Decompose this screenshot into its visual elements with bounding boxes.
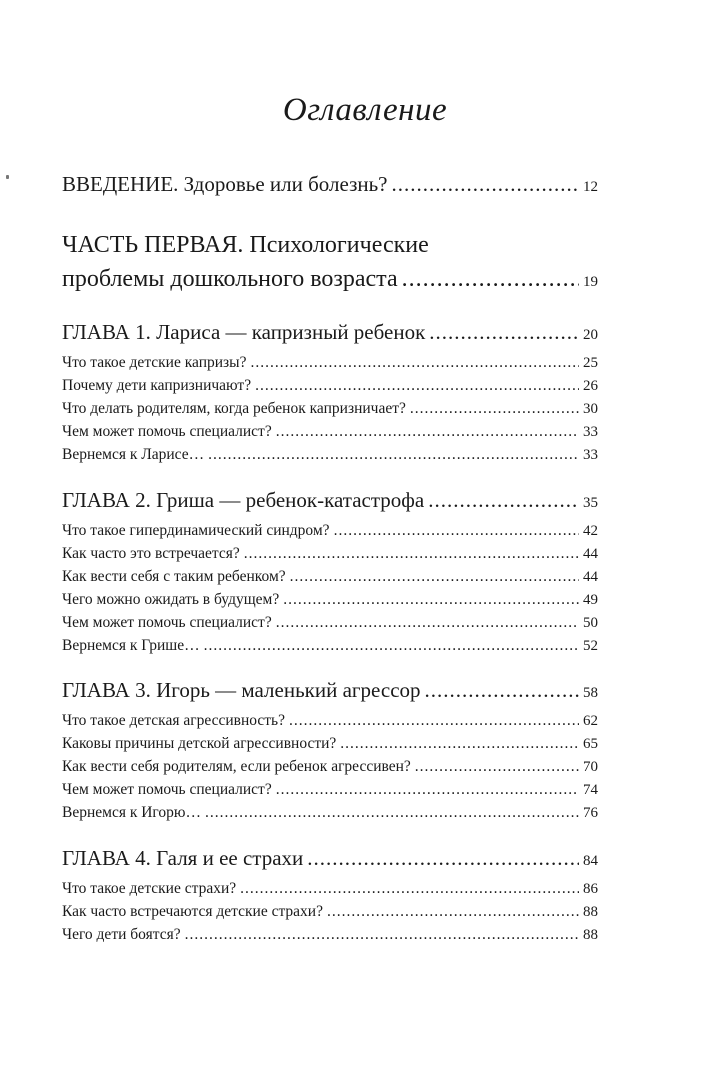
leader-dots — [415, 758, 579, 776]
leader-dots — [334, 522, 579, 540]
toc-entry-page: 76 — [583, 805, 598, 821]
toc-entry-section[interactable] — [62, 880, 598, 898]
leader-dots — [276, 423, 579, 441]
toc-entry-title: Почему дети капризничают? — [62, 377, 252, 394]
toc-entry-title: Вернемся к Грише… — [62, 637, 200, 654]
toc-entry-title: Чего дети боятся? — [62, 926, 181, 943]
leader-dots — [205, 804, 579, 822]
toc-entry-section[interactable] — [62, 423, 598, 441]
toc-entry-section[interactable] — [62, 926, 598, 944]
toc-entry-title: ГЛАВА 4. Галя и ее страхи — [62, 846, 304, 870]
leader-dots — [204, 637, 579, 655]
toc-entry-title: Что такое детские страхи? — [62, 880, 237, 897]
toc-entry-title: ГЛАВА 3. Игорь — маленький агрессор — [62, 678, 421, 702]
toc-entry-section[interactable] — [62, 637, 598, 655]
toc-entry-title: ГЛАВА 2. Гриша — ребенок-катастрофа — [62, 488, 425, 512]
leader-dots — [428, 488, 579, 513]
toc-entry-title: Что такое гипердинамический синдром? — [62, 522, 330, 539]
margin-mark — [6, 175, 9, 179]
toc-entry-page: 42 — [583, 523, 598, 539]
toc-entry-title: Вернемся к Игорю… — [62, 804, 201, 821]
toc-entry-section[interactable] — [62, 735, 598, 753]
toc-entry-title: Вернемся к Ларисе… — [62, 446, 205, 463]
leader-dots — [410, 400, 579, 418]
leader-dots — [290, 568, 579, 586]
toc-entry-title: Что делать родителям, когда ребенок капризничает? — [62, 400, 406, 417]
toc-entry-section[interactable] — [62, 804, 598, 822]
toc-entry-title: Как вести себя родителям, если ребенок агрессивен? — [62, 758, 411, 775]
toc-entry-section[interactable] — [62, 903, 598, 921]
toc-entry-page: 12 — [583, 179, 598, 195]
toc-entry-chapter-3[interactable] — [62, 678, 598, 703]
toc-entry-page: 33 — [583, 447, 598, 463]
leader-dots — [185, 926, 579, 944]
toc-entry-page: 86 — [583, 881, 598, 897]
leader-dots — [392, 172, 580, 197]
toc-entry-title: Чего можно ожидать в будущем? — [62, 591, 280, 608]
toc-entry-section[interactable] — [62, 377, 598, 395]
toc-entry-page: 33 — [583, 424, 598, 440]
toc-entry-page: 58 — [583, 685, 598, 701]
toc-entry-page: 44 — [583, 569, 598, 585]
leader-dots — [429, 320, 579, 345]
page-title: Оглавление — [282, 92, 448, 128]
leader-dots — [208, 446, 579, 464]
toc-entry-page: 35 — [583, 495, 598, 511]
toc-entry-page: 20 — [583, 327, 598, 343]
leader-dots — [425, 678, 579, 703]
leader-dots — [244, 545, 579, 563]
toc-entry-page: 26 — [583, 378, 598, 394]
toc-entry-chapter-1[interactable] — [62, 320, 598, 345]
toc-entry-page: 84 — [583, 853, 598, 869]
toc-entry-section[interactable] — [62, 591, 598, 609]
toc-entry-page: 52 — [583, 638, 598, 654]
toc-entry-title: ГЛАВА 1. Лариса — капризный ребенок — [62, 320, 426, 344]
toc-entry-page: 65 — [583, 736, 598, 752]
toc-entry-chapter-2[interactable] — [62, 488, 598, 513]
toc-entry-section[interactable] — [62, 758, 598, 776]
leader-dots — [276, 781, 579, 799]
leader-dots — [240, 880, 579, 898]
toc-entry-section[interactable] — [62, 522, 598, 540]
toc-entry-title: ВВЕДЕНИЕ. Здоровье или болезнь? — [62, 172, 388, 196]
leader-dots — [289, 712, 579, 730]
leader-dots — [283, 591, 579, 609]
toc-entry-section[interactable] — [62, 545, 598, 563]
toc-entry-section[interactable] — [62, 781, 598, 799]
toc-entry-title: Как часто встречаются детские страхи? — [62, 903, 323, 920]
toc-entry-title: Как вести себя с таким ребенком? — [62, 568, 286, 585]
toc-entry-chapter-4[interactable] — [62, 846, 598, 871]
toc-entry-page: 49 — [583, 592, 598, 608]
toc-entry-section[interactable] — [62, 400, 598, 418]
toc-entry-title: Каковы причины детской агрессивности? — [62, 735, 337, 752]
leader-dots — [276, 614, 579, 632]
toc-entry-title: проблемы дошкольного возраста — [62, 266, 398, 292]
toc-entry-section[interactable] — [62, 712, 598, 730]
leader-dots — [340, 735, 579, 753]
leader-dots — [255, 377, 579, 395]
toc-entry-section[interactable] — [62, 568, 598, 586]
toc-entry-title: Что такое детские капризы? — [62, 354, 247, 371]
toc-entry-page: 25 — [583, 355, 598, 371]
toc-entry-title: Как часто это встречается? — [62, 545, 240, 562]
leader-dots — [250, 354, 579, 372]
toc-entry-page: 44 — [583, 546, 598, 562]
toc-entry-title: Чем может помочь специалист? — [62, 423, 272, 440]
toc-entry-part-one[interactable] — [62, 266, 598, 293]
toc-entry-section[interactable] — [62, 446, 598, 464]
toc-entry-page: 62 — [583, 713, 598, 729]
leader-dots — [327, 903, 579, 921]
toc-entry-page: 88 — [583, 904, 598, 920]
part-one-title-line1: ЧАСТЬ ПЕРВАЯ. Психологические — [62, 232, 429, 258]
toc-entry-page: 30 — [583, 401, 598, 417]
toc-entry-section[interactable] — [62, 614, 598, 632]
leader-dots — [402, 266, 579, 293]
leader-dots — [307, 846, 579, 871]
toc-entry-title: Чем может помочь специалист? — [62, 614, 272, 631]
toc-entry-title: Что такое детская агрессивность? — [62, 712, 285, 729]
toc-entry-title: Чем может помочь специалист? — [62, 781, 272, 798]
toc-entry-page: 74 — [583, 782, 598, 798]
toc-entry-page: 70 — [583, 759, 598, 775]
toc-entry-page: 19 — [583, 274, 598, 290]
toc-entry-page: 50 — [583, 615, 598, 631]
toc-entry-section[interactable] — [62, 354, 598, 372]
toc-entry-introduction[interactable] — [62, 172, 598, 197]
toc-entry-page: 88 — [583, 927, 598, 943]
